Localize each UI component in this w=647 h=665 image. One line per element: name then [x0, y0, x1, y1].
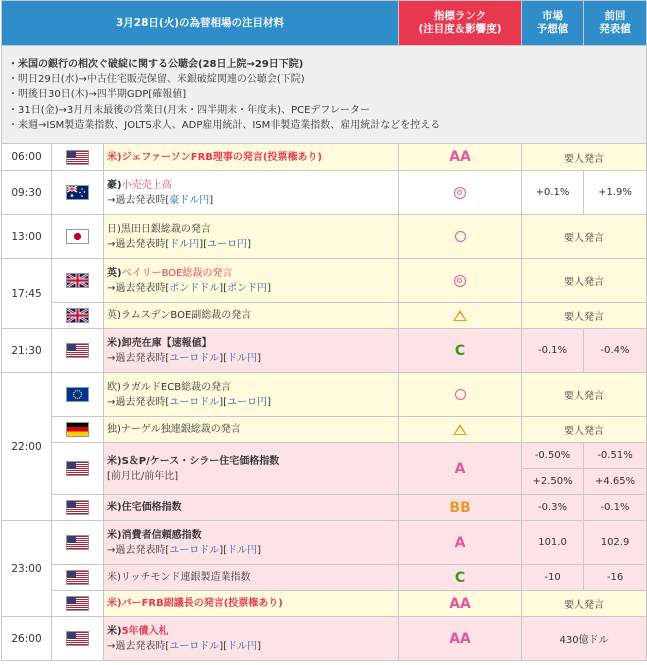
rank-double-circle-icon — [399, 171, 522, 215]
event-name: 英)ラムスデンBOE副総裁の発言 — [104, 303, 399, 329]
rank-badge: AA — [399, 144, 522, 171]
us-flag-icon — [52, 617, 104, 661]
event-name: 米)消費者信頼感指数 →過去発表時[ユーロドル][ドル円] — [104, 521, 399, 565]
event-row — [2, 303, 647, 329]
note-item: ・来週→ISM製造業指数、JOLTS求人、ADP雇用統計、ISM非製造業指数、雇用統計などを控える — [8, 119, 441, 131]
event-row — [2, 373, 647, 417]
rank-double-circle-icon — [399, 259, 522, 303]
past-release-link[interactable]: ユーロドル — [169, 352, 220, 364]
previous-column-header: 前回 発表値 — [584, 1, 647, 46]
rank-badge: A — [399, 521, 522, 565]
event-name: 豪)小売売上高 →過去発表時[豪ドル円] — [104, 171, 399, 215]
note-item: ・31日(金)→3月月末最後の営業日(月末・四半期末・年度末)、PCEデフレーター — [8, 104, 371, 116]
uk-flag-icon — [52, 303, 104, 329]
event-name: 米)リッチモンド連銀製造業指数 — [104, 565, 399, 591]
us-flag-icon — [52, 144, 104, 171]
speech-value: 要人発言 — [522, 417, 647, 443]
past-release-link[interactable]: ドル円 — [227, 544, 258, 556]
forecast-column-header: 市場 予想値 — [522, 1, 584, 46]
previous-value: -0.1% — [584, 495, 647, 521]
au-flag-icon — [52, 171, 104, 215]
event-time: 26:00 — [2, 617, 52, 661]
event-row — [2, 171, 647, 215]
event-row — [2, 329, 647, 373]
event-name: 米)ジェファーソンFRB理事の発言(投票権あり) — [104, 144, 399, 171]
speech-value: 要人発言 — [522, 373, 647, 417]
event-row — [2, 144, 647, 171]
event-time: 09:30 — [2, 171, 52, 215]
event-name: 米)S＆P/ケース・シラー住宅価格指数 [前月比/前年比] — [104, 443, 399, 495]
forecast-value: -10 — [522, 565, 584, 591]
past-release-link[interactable]: ドル円 — [227, 640, 258, 652]
past-release-link[interactable]: ドル円 — [169, 238, 200, 250]
speech-value: 要人発言 — [522, 144, 647, 171]
event-name: 米)卸売在庫【速報値】 →過去発表時[ユーロドル][ドル円] — [104, 329, 399, 373]
previous-value: 102.9 — [584, 521, 647, 565]
rank-badge: AA — [399, 617, 522, 661]
previous-value: +4.65% — [584, 469, 647, 495]
past-release-link[interactable]: ユーロ円 — [227, 396, 268, 408]
table-title: 3月28日(火)の為替相場の注目材料 — [2, 1, 399, 46]
us-flag-icon — [52, 443, 104, 495]
event-time: 21:30 — [2, 329, 52, 373]
event-row — [2, 495, 647, 521]
forecast-value: +0.1% — [522, 171, 584, 215]
speech-value: 要人発言 — [522, 591, 647, 617]
forecast-value: +2.50% — [522, 469, 584, 495]
speech-value: 要人発言 — [522, 303, 647, 329]
event-name: 米)5年債入札 →過去発表時[ユーロドル][ドル円] — [104, 617, 399, 661]
event-name: 独)ナーゲル独連銀総裁の発言 — [104, 417, 399, 443]
rank-badge: AA — [399, 591, 522, 617]
speech-value: 要人発言 — [522, 215, 647, 259]
event-row — [2, 259, 647, 303]
forecast-value: 101.0 — [522, 521, 584, 565]
jp-flag-icon — [52, 215, 104, 259]
past-release-link[interactable]: 豪ドル円 — [169, 194, 210, 206]
event-row — [2, 521, 647, 565]
notes-section — [2, 46, 647, 144]
rank-circle-icon — [399, 215, 522, 259]
past-release-link[interactable]: ユーロドル — [169, 544, 220, 556]
us-flag-icon — [52, 591, 104, 617]
event-name: 日)黒田日銀総裁の発言 →過去発表時[ドル円][ユーロ円] — [104, 215, 399, 259]
forecast-value: -0.3% — [522, 495, 584, 521]
rank-circle-icon — [399, 373, 522, 417]
de-flag-icon — [52, 417, 104, 443]
event-name: 欧)ラガルドECB総裁の発言 →過去発表時[ユーロドル][ユーロ円] — [104, 373, 399, 417]
rank-badge: BB — [399, 495, 522, 521]
past-release-link[interactable]: ポンドドル — [169, 282, 220, 294]
event-time: 22:00 — [2, 373, 52, 521]
event-name: 米)住宅価格指数 — [104, 495, 399, 521]
event-name: 英)ベイリーBOE総裁の発言 →過去発表時[ポンドドル][ポンド円] — [104, 259, 399, 303]
past-release-link[interactable]: ドル円 — [227, 352, 258, 364]
speech-value: 要人発言 — [522, 259, 647, 303]
rank-badge: C — [399, 565, 522, 591]
event-time: 13:00 — [2, 215, 52, 259]
past-release-link[interactable]: ユーロドル — [169, 640, 220, 652]
economic-calendar-table — [1, 0, 647, 661]
event-name: 米)バーFRB副議長の発言(投票権あり) — [104, 591, 399, 617]
past-release-link[interactable]: ユーロドル — [169, 396, 220, 408]
previous-value: -0.51% — [584, 443, 647, 469]
note-item: ・明日29日(水)→中古住宅販売保留、米銀破綻関連の公聴会(下院) — [8, 74, 305, 86]
event-row — [2, 443, 647, 469]
rank-column-header: 指標ランク (注目度＆影響度) — [399, 1, 522, 46]
note-item: ・米国の銀行の相次ぐ破綻に関する公聴会(28日上院→29日下院) — [8, 58, 304, 70]
forecast-value: -0.50% — [522, 443, 584, 469]
forecast-value: -0.1% — [522, 329, 584, 373]
event-row — [2, 591, 647, 617]
event-time: 06:00 — [2, 144, 52, 171]
rank-badge: A — [399, 443, 522, 495]
note-item: ・明後日30日(木)→四半期GDP[確報値] — [8, 89, 187, 101]
event-time: 23:00 — [2, 521, 52, 617]
us-flag-icon — [52, 329, 104, 373]
event-row — [2, 617, 647, 661]
previous-value: -0.4% — [584, 329, 647, 373]
event-row — [2, 565, 647, 591]
uk-flag-icon — [52, 259, 104, 303]
event-row — [2, 215, 647, 259]
event-time: 17:45 — [2, 259, 52, 329]
auction-value: 430億ドル — [522, 617, 647, 661]
rank-triangle-icon — [399, 303, 522, 329]
rank-badge: C — [399, 329, 522, 373]
previous-value: -16 — [584, 565, 647, 591]
event-row — [2, 417, 647, 443]
previous-value: +1.9% — [584, 171, 647, 215]
rank-triangle-icon — [399, 417, 522, 443]
us-flag-icon — [52, 565, 104, 591]
past-release-link[interactable]: ユーロ円 — [207, 238, 248, 250]
eu-flag-icon — [52, 373, 104, 417]
us-flag-icon — [52, 495, 104, 521]
us-flag-icon — [52, 521, 104, 565]
past-release-link[interactable]: ポンド円 — [227, 282, 268, 294]
